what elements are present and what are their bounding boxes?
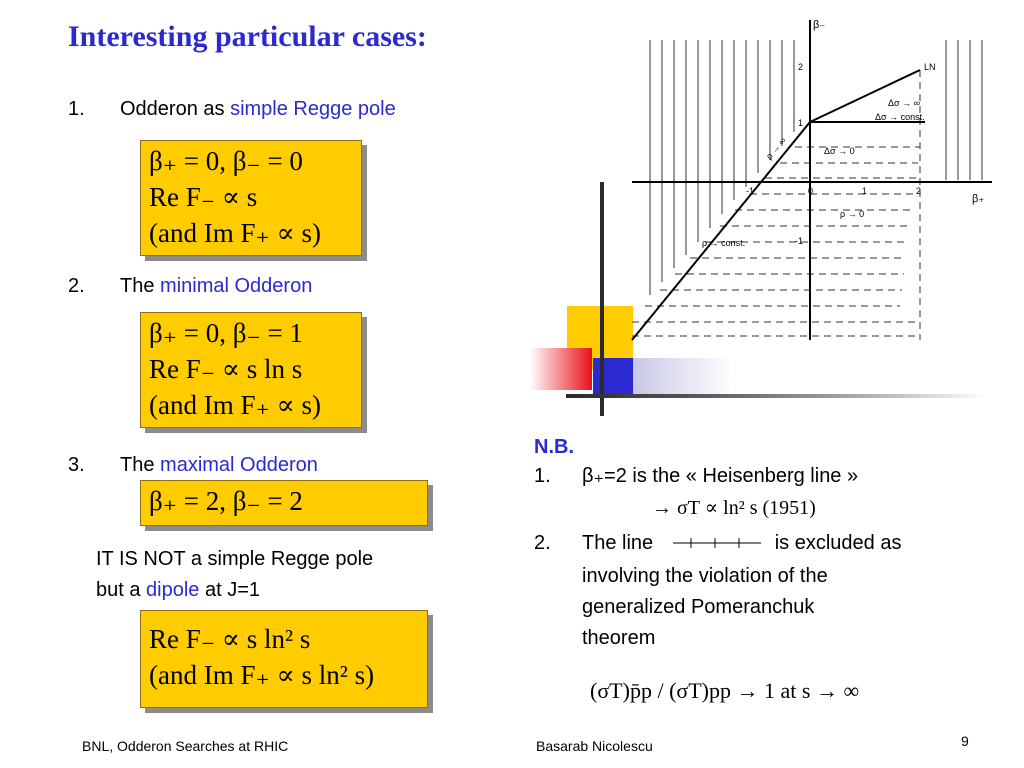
formula-line: Re F₋ ∝ s ln² s [149, 624, 311, 654]
excluded-line-glyph [669, 535, 765, 549]
decor-red-square [530, 348, 592, 390]
formula-line: β₊ = 0, β₋ = 0 [149, 146, 303, 176]
formula-line: β₊ = 0, β₋ = 1 [149, 318, 303, 348]
footer-author: Basarab Nicolescu [536, 738, 653, 754]
decor-blue-square [593, 358, 633, 394]
label-dsigma-inf: Δσ → ∞ [888, 98, 920, 108]
label-rho-inf: ρ → ∞ [763, 135, 788, 162]
nb-item-1: 1. β₊=2 is the « Heisenberg line » [534, 465, 859, 487]
case-2-highlight: minimal Odderon [160, 275, 313, 297]
tick-x-1: 1 [862, 186, 868, 196]
formula-line: β₊ = 2, β₋ = 2 [149, 486, 303, 516]
label-rho-const: ρ → const. [702, 238, 746, 248]
tick-y-2: 2 [798, 62, 804, 72]
case-1-heading: 1. Odderon as simple Regge pole [68, 98, 396, 120]
final-formula: (σT)p̄p / (σT)pp → 1 at s → ∞ [590, 678, 860, 703]
formula-line: (and Im F₊ ∝ s) [149, 218, 322, 248]
case-3-formula-box [140, 480, 428, 526]
dipole-formula-box [140, 610, 428, 708]
phase-diagram [620, 10, 1000, 350]
nb-item-1-formula: → σT ∝ ln² s (1951) [652, 497, 816, 519]
formula-line: (and Im F₊ ∝ s ln² s) [149, 660, 375, 690]
nb-item-2: 2. The line is excluded as [534, 532, 902, 554]
label-dsigma-const: Δσ → const. [875, 112, 925, 122]
dipole-highlight: dipole [146, 579, 200, 601]
tick-x-2: 2 [916, 186, 922, 196]
decor-vertical-bar [600, 182, 604, 416]
case-1-highlight: simple Regge pole [230, 98, 396, 120]
case-2-heading: 2. The minimal Odderon [68, 275, 313, 297]
axis-beta-minus-label: β₋ [813, 19, 826, 31]
label-ln: LN [924, 62, 936, 72]
case-3-highlight: maximal Odderon [160, 454, 318, 476]
case-1-formula-box [140, 140, 362, 256]
nb-heading: N.B. [534, 436, 574, 458]
tick-x-0: 0 [808, 186, 814, 196]
diagram-dashed-lines [632, 70, 920, 340]
label-rho-zero: ρ → 0 [840, 209, 865, 219]
formula-line: Re F₋ ∝ s [149, 182, 258, 212]
tick-x-neg1: -1 [746, 186, 755, 196]
formula-line: (and Im F₊ ∝ s) [149, 390, 322, 420]
case-2-formula-box [140, 312, 362, 428]
case-3-heading: 3. The maximal Odderon [68, 454, 318, 476]
axis-beta-plus-label: β₊ [972, 193, 985, 205]
tick-y-1: 1 [798, 118, 804, 128]
footer-left: BNL, Odderon Searches at RHIC [82, 738, 289, 754]
tick-y-neg1: -1 [795, 236, 804, 246]
dipole-note: IT IS NOT a simple Regge pole but a dipole at J=1 [96, 548, 374, 601]
slide-title: Interesting particular cases: [68, 20, 427, 53]
label-dsigma-zero: Δσ → 0 [824, 146, 855, 156]
page-number: 9 [961, 733, 969, 749]
nb-item-2-continuation: involving the violation of the generalized Pomeranchuk theorem [582, 565, 828, 649]
decor-horizontal-bar [566, 394, 986, 398]
formula-line: Re F₋ ∝ s ln s [149, 354, 303, 384]
decor-blue-fade [633, 358, 733, 394]
